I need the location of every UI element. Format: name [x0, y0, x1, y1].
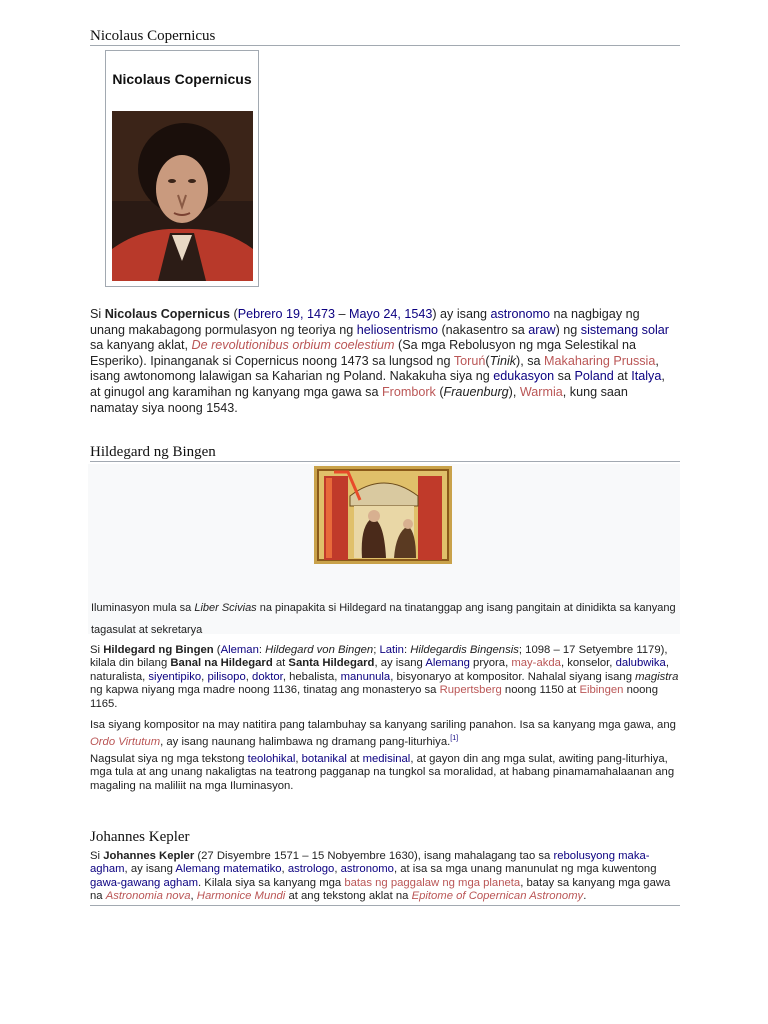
text: ng kapwa niyang mga madre noong 1136, tinatag ang monasteryo sa	[90, 684, 440, 697]
link-makaharing-prussia[interactable]: Makaharing Prussia	[544, 353, 656, 368]
link-medisinal[interactable]: medisinal	[362, 753, 411, 765]
link-siyentipiko[interactable]: siyentipiko	[148, 670, 202, 683]
text: ,	[281, 863, 288, 876]
text: at	[346, 753, 363, 765]
text: Nagsulat siya ng mga tekstong	[90, 753, 248, 765]
text: Isa siyang kompositor na may natitira pang talambuhay sa kanyang sariling panahon. Isa sa kanyang mga gawa, ang	[90, 719, 676, 731]
text: , ay isang	[124, 863, 176, 876]
text: , at gayon din ang mga sulat, awiting pang-liturhiya, mga tula at ang unang nakaligtas na teatrong pagganap na tungkol sa moralidad, at habang pinamamahalaanan ang magaling na maliliit na mga Iluminasyon.	[90, 753, 675, 792]
text: , batay sa kanyang mga gawa na	[90, 876, 671, 903]
text: (	[485, 353, 490, 368]
text: ) ay isang	[432, 307, 491, 321]
text: , isang awtonomong lalawigan sa Kaharian ng Poland. Nakakuha siya ng	[90, 353, 659, 384]
link-poland[interactable]: Poland	[574, 369, 614, 384]
link-alemang[interactable]: Alemang	[425, 657, 470, 670]
link-araw[interactable]: araw	[528, 322, 556, 337]
link-italya[interactable]: Italya	[631, 369, 662, 384]
link-pilisopo[interactable]: pilisopo	[207, 670, 246, 683]
subject-name: Johannes Kepler	[103, 850, 195, 862]
link-doktor[interactable]: doktor	[252, 670, 283, 683]
link-heliosentrismo[interactable]: heliosentrismo	[356, 322, 438, 337]
link-death-date[interactable]: Mayo 24, 1543	[349, 307, 433, 321]
text: , at isa sa mga unang manunulat ng mga kuwentong	[393, 863, 657, 876]
link-aleman[interactable]: Aleman	[220, 644, 259, 656]
text: at	[272, 657, 289, 670]
text: sa kanyang aklat,	[90, 338, 192, 353]
italic-text: Hildegardis Bingensis	[410, 644, 519, 656]
link-dalubwika[interactable]: dalubwika	[615, 657, 666, 670]
text: (Sa mga Rebolusyon ng mga Selestikal na Esperiko). Ipinanganak si Copernicus noong 1473 sa lungsod ng	[90, 338, 637, 368]
link-rupertsberg[interactable]: Rupertsberg	[439, 684, 502, 697]
link-botanikal[interactable]: botanikal	[301, 753, 347, 765]
italic-text: Frauenburg	[443, 384, 509, 399]
infobox-title: Nicolaus Copernicus	[112, 71, 252, 87]
link-warmia[interactable]: Warmia	[519, 384, 563, 399]
text: ,	[245, 670, 253, 683]
text: Si	[90, 307, 105, 321]
text: Iluminasyon mula sa	[91, 602, 195, 614]
link-frombork[interactable]: Frombork	[381, 384, 436, 399]
text: , bisyonaryo at kompositor. Nahalal siyang isang	[390, 670, 636, 683]
text: (27 Disyembre 1571 – 15 Nobyembre 1630), isang mahalagang tao sa	[194, 850, 554, 862]
text: ,	[334, 863, 341, 876]
text: , kung saan namatay siya noong 1543.	[90, 384, 628, 415]
copernicus-paragraph	[90, 307, 675, 416]
text: , naturalista,	[90, 657, 669, 683]
hildegard-paragraph-1	[90, 644, 680, 711]
subject-name: Nicolaus Copernicus	[104, 307, 230, 321]
text: Si	[90, 850, 104, 862]
link-harmonice-mundi[interactable]: Harmonice Mundi	[196, 890, 286, 903]
section-heading-kepler: Johannes Kepler	[90, 829, 190, 845]
link-torun[interactable]: Toruń	[453, 353, 486, 368]
link-teolohikal[interactable]: teolohikal	[247, 753, 296, 765]
text: noong 1165.	[90, 684, 658, 710]
link-gawa-gawang-agham[interactable]: gawa-gawang agham	[90, 876, 199, 889]
text: ,	[295, 753, 302, 765]
text: :	[258, 644, 266, 656]
text: –	[335, 307, 350, 321]
kepler-paragraph	[90, 850, 680, 904]
link-may-akda[interactable]: may-akda	[511, 657, 561, 670]
text: (	[435, 384, 444, 399]
bold-text: Banal na Hildegard	[170, 657, 273, 670]
text: at	[613, 369, 632, 384]
link-manunula[interactable]: manunula	[340, 670, 391, 683]
link-alemang-matematiko[interactable]: Alemang matematiko	[175, 863, 282, 876]
text: , ay isang	[374, 657, 426, 670]
link-astrologo[interactable]: astrologo	[287, 863, 335, 876]
hildegard-paragraph-3	[90, 753, 680, 793]
text: ) ng	[555, 322, 581, 337]
text: (	[229, 307, 238, 321]
text: , konselor,	[560, 657, 616, 670]
italic-text: Tinik	[489, 353, 517, 368]
text: pryora,	[469, 657, 512, 670]
section-rule	[90, 461, 680, 462]
link-astronomo[interactable]: astronomo	[490, 307, 550, 321]
subject-name: Hildegard ng Bingen	[103, 644, 214, 656]
text: ; 1098 – 17 Setyembre 1179), kilala din bilang	[90, 644, 668, 670]
text: (nakasentro sa	[437, 322, 529, 337]
italic-text: magistra	[635, 670, 679, 683]
link-birth-date[interactable]: Pebrero 19, 1473	[237, 307, 336, 321]
infobox	[105, 50, 259, 287]
link-sistemang-solar[interactable]: sistemang solar	[580, 322, 669, 337]
text: , at ginugol ang karamihan ng kanyang mga gawa sa	[90, 369, 665, 399]
text: , hebalista,	[282, 670, 341, 683]
hildegard-paragraph-2	[90, 719, 680, 750]
text: ,	[201, 670, 208, 683]
text: sa	[554, 369, 575, 384]
figure-caption	[91, 597, 676, 641]
link-latin[interactable]: Latin	[379, 644, 404, 656]
italic-text: Liber Scivias	[194, 602, 257, 614]
text: ,	[190, 890, 197, 903]
link-ordo-virtutum[interactable]: Ordo Virtutum	[90, 736, 161, 749]
page-header-title: Nicolaus Copernicus	[90, 28, 216, 44]
italic-text: Hildegard von Bingen	[265, 644, 374, 656]
text: Si	[90, 644, 104, 656]
hildegard-illumination-image[interactable]	[314, 466, 452, 564]
text: . Kilala siya sa kanyang mga	[198, 876, 345, 889]
text: .	[583, 890, 587, 903]
link-edukasyon[interactable]: edukasyon	[493, 369, 555, 384]
link-rebolusyong-maka-agham[interactable]: rebolusyong maka-agham	[90, 850, 650, 876]
footer-rule	[90, 905, 680, 906]
link-batas-ng-paggalaw[interactable]: batas ng paggalaw ng mga planeta	[344, 876, 521, 889]
figure-box	[88, 464, 680, 634]
link-eibingen[interactable]: Eibingen	[579, 684, 624, 697]
text: (	[213, 644, 221, 656]
link-epitome[interactable]: Epitome of Copernican Astronomy	[411, 890, 584, 903]
text: noong 1150 at	[501, 684, 580, 697]
text: at ang tekstong aklat na	[285, 890, 412, 903]
text: , ay isang naunang halimbawa ng dramang pang-liturhiya.	[160, 736, 451, 749]
text: na pinapakita si Hildegard na tinatanggap ang isang pangitain at dinidikta sa kanyang tagasulat at sekretarya	[91, 602, 676, 636]
text: ),	[508, 384, 520, 399]
bold-text: Santa Hildegard	[288, 657, 375, 670]
reference-link[interactable]: [1]	[450, 735, 459, 743]
link-astronomo-kepler[interactable]: astronomo	[340, 863, 394, 876]
header-rule	[90, 45, 680, 46]
copernicus-portrait[interactable]	[112, 111, 253, 281]
link-de-revolutionibus[interactable]: De revolutionibus orbium coelestium	[191, 338, 395, 353]
text: :	[403, 644, 411, 656]
section-heading-hildegard: Hildegard ng Bingen	[90, 444, 216, 460]
link-astronomia-nova[interactable]: Astronomia nova	[105, 890, 191, 903]
text: na nagbigay ng unang makabagong pormulasyon ng teoriya ng	[90, 307, 640, 337]
text: ;	[373, 644, 380, 656]
text: ), sa	[516, 353, 545, 368]
